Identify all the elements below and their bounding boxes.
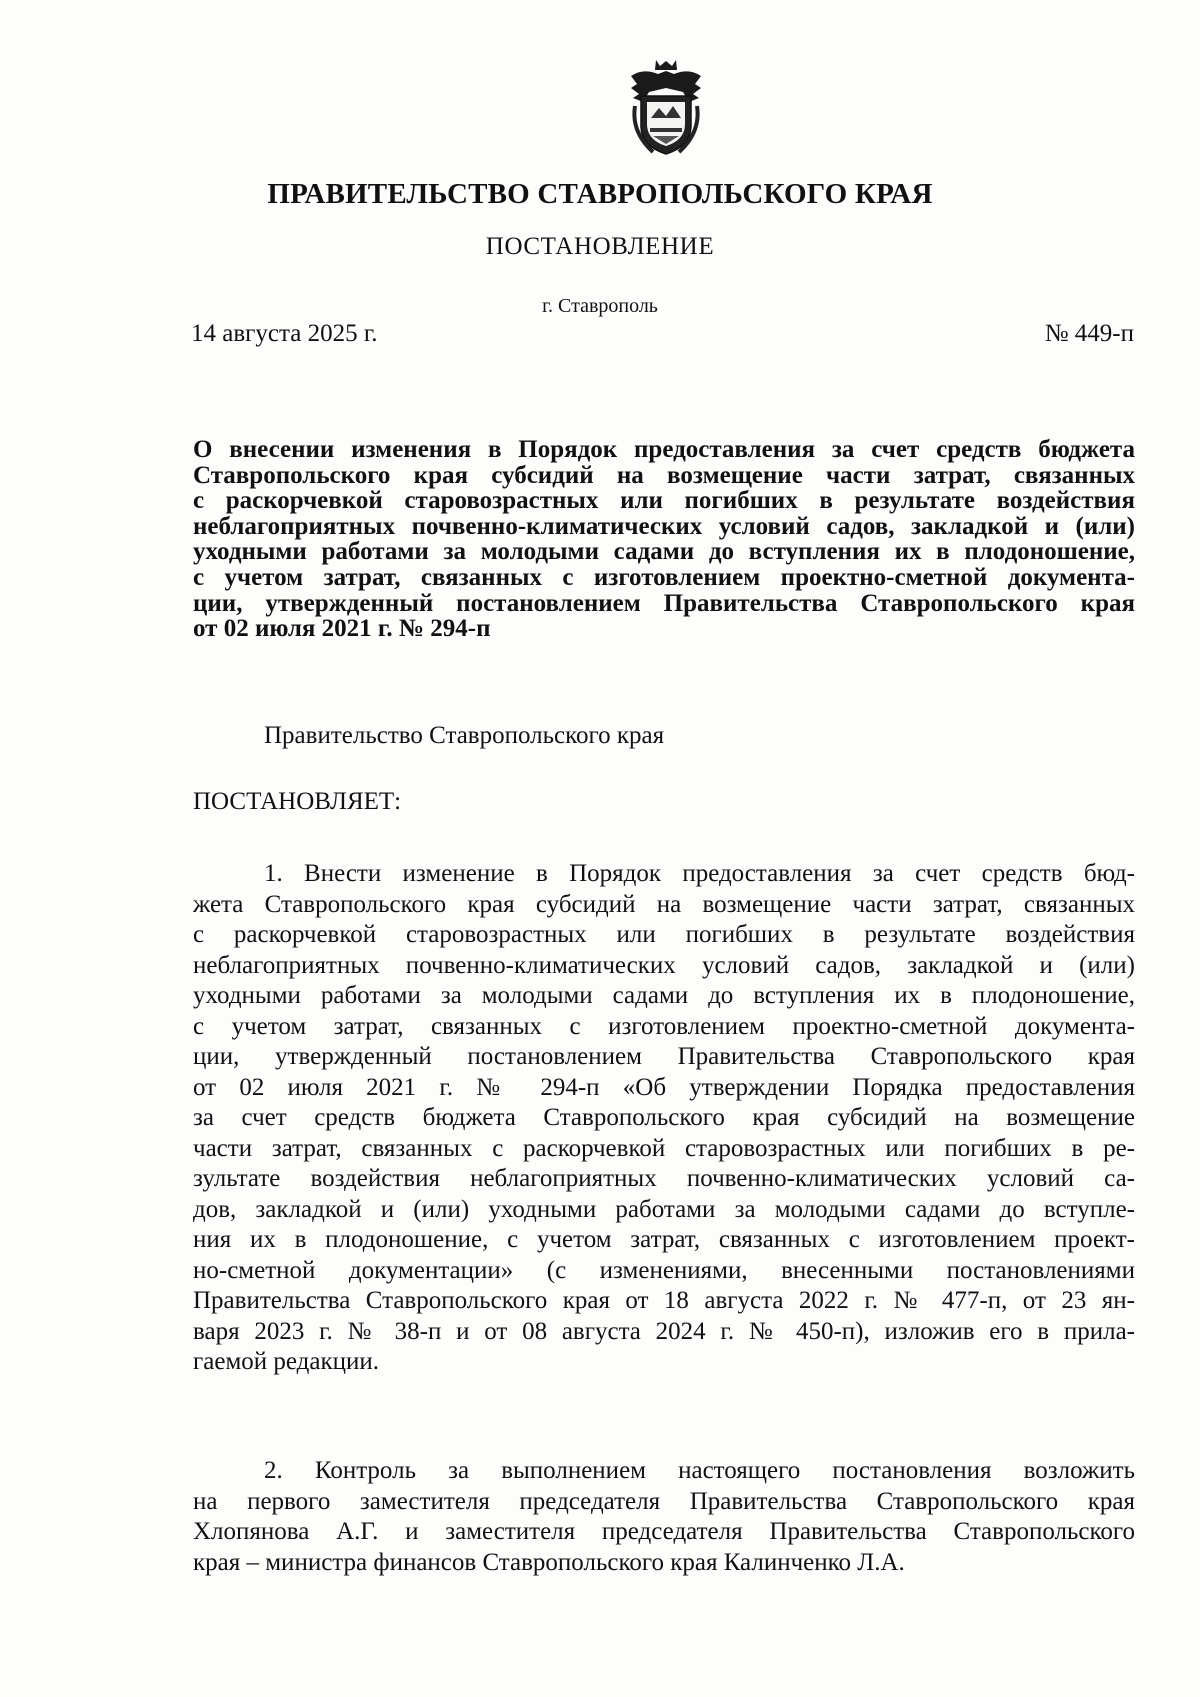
document-number: № 449-п — [1044, 320, 1134, 347]
paragraph-line: Правительства Ставропольского края от 18 августа 2022 г. № 477-п, от 23 ян- — [193, 1287, 1135, 1314]
paragraph-line: дов, закладкой и (или) уходными работами за молодыми садами до вступле- — [193, 1195, 1135, 1223]
paragraph-line: Хлопянова А.Г. и заместителя председателя Правительства Ставропольского — [193, 1518, 1135, 1545]
paragraph-1 — [193, 859, 1135, 1378]
subject-line: неблагоприятных почвенно-климатических условий садов, закладкой и (или) — [193, 512, 1135, 540]
paragraph-line: ния их в плодоношение, с учетом затрат, связанных с изготовлением проект- — [193, 1226, 1135, 1253]
paragraph-line: 1. Внести изменение в Порядок предоставления за счет средств бюд- — [264, 860, 1135, 887]
subject-line: ции, утвержденный постановлением Правительства Ставропольского края — [193, 589, 1135, 617]
paragraph-line: с раскорчевкой старовозрастных или погибших в результате воздействия — [193, 921, 1135, 948]
paragraph-line: ции, утвержденный постановлением Правительства Ставропольского края — [193, 1043, 1135, 1070]
document-type: ПОСТАНОВЛЕНИЕ — [485, 233, 715, 260]
paragraph-line: части затрат, связанных с раскорчевкой старовозрастных или погибших в ре- — [193, 1134, 1135, 1162]
paragraph-line: на первого заместителя председателя Правительства Ставропольского края — [193, 1487, 1135, 1515]
paragraph-2 — [193, 1456, 1135, 1578]
subject-line: уходными работами за молодыми садами до вступления их в плодоношение, — [193, 538, 1135, 566]
paragraph-line: 2. Контроль за выполнением настоящего постановления возложить — [264, 1457, 1135, 1484]
coat-of-arms-emblem — [623, 58, 709, 158]
paragraph-line: уходными работами за молодыми садами до вступления их в плодоношение, — [193, 982, 1135, 1009]
document-date: 14 августа 2025 г. — [191, 320, 378, 347]
government-title: ПРАВИТЕЛЬСТВО СТАВРОПОЛЬСКОГО КРАЯ — [267, 178, 933, 210]
subject-line: от 02 июля 2021 г. № 294-п — [193, 615, 491, 643]
paragraph-line: гаемой редакции. — [193, 1348, 380, 1375]
paragraph-line: края – министра финансов Ставропольского края Калинченко Л.А. — [193, 1548, 905, 1576]
subject-line: О внесении изменения в Порядок предоставления за счет средств бюджета — [193, 436, 1135, 463]
paragraph-line: зультате воздействия неблагоприятных почвенно-климатических условий са- — [193, 1165, 1135, 1192]
paragraph-line: с учетом затрат, связанных с изготовлением проектно-сметной документа- — [193, 1012, 1135, 1040]
paragraph-line: но-сметной документации» (с изменениями, внесенными постановлениями — [193, 1256, 1135, 1284]
issuing-body: Правительство Ставропольского края — [264, 722, 665, 749]
paragraph-line: жета Ставропольского края субсидий на возмещение части затрат, связанных — [193, 890, 1135, 918]
paragraph-line: за счет средств бюджета Ставропольского края субсидий на возмещение — [193, 1104, 1135, 1131]
subject-line: Ставропольского края субсидий на возмещение части затрат, связанных — [193, 461, 1135, 489]
document-subject — [193, 437, 1135, 642]
resolves-heading: ПОСТАНОВЛЯЕТ: — [193, 788, 402, 815]
city-name: г. Ставрополь — [542, 295, 658, 317]
paragraph-line: варя 2023 г. № 38-п и от 08 августа 2024 г. № 450-п), изложив его в прила- — [193, 1317, 1135, 1345]
paragraph-line: от 02 июля 2021 г. № 294-п «Об утверждении Порядка предоставления — [193, 1073, 1135, 1101]
subject-line: с учетом затрат, связанных с изготовлением проектно-сметной документа- — [193, 563, 1135, 591]
paragraph-line: неблагоприятных почвенно-климатических условий садов, закладкой и (или) — [193, 951, 1135, 979]
subject-line: с раскорчевкой старовозрастных или погибших в результате воздействия — [193, 487, 1135, 515]
